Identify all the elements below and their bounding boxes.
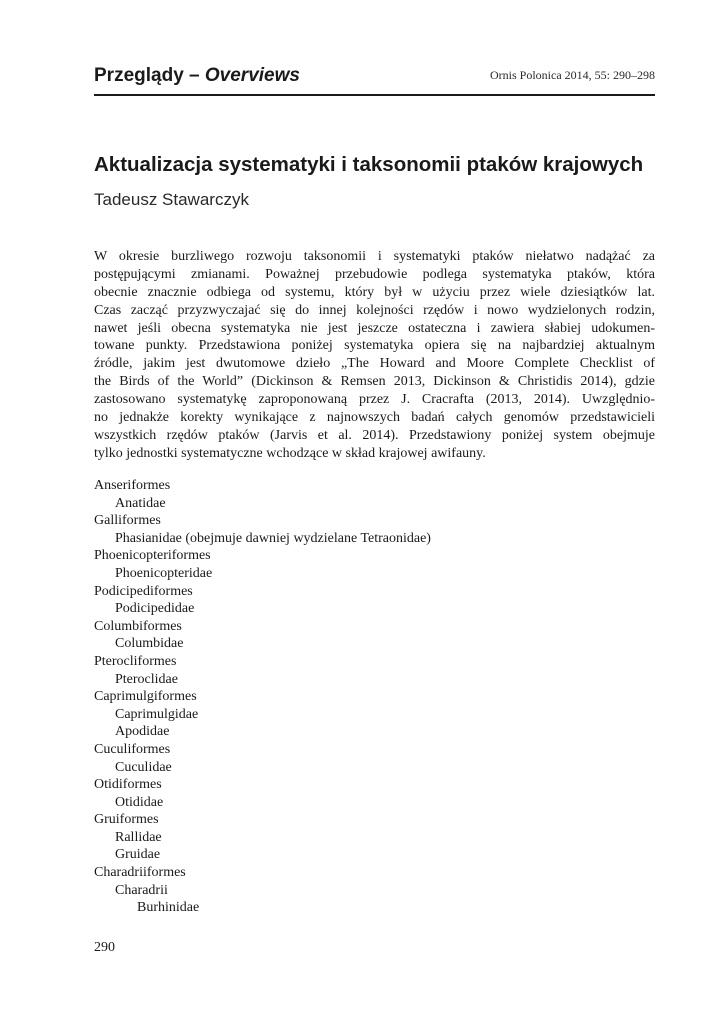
abstract-line: towane punkty. Przedstawiona poniżej systematyka opiera się na najbardziej aktualnym xyxy=(94,338,655,354)
page-number: 290 xyxy=(94,940,115,955)
family-entry: Caprimulgidae xyxy=(115,706,199,722)
family-entry: Phasianidae (obejmuje dawniej wydzielane Tetraonidae) xyxy=(115,530,431,546)
abstract-line: the Birds of the World” (Dickinson & Remsen 2013, Dickinson & Christidis 2014), gdzie xyxy=(94,374,655,390)
abstract-line: tylko jednostki systematyczne wchodzące w skład krajowej awifauny. xyxy=(94,445,486,461)
section-label-english: Overviews xyxy=(204,65,300,86)
order-entry: Columbiformes xyxy=(94,618,182,634)
order-entry: Otidiformes xyxy=(94,777,162,793)
article-title: Aktualizacja systematyki i taksonomii ptaków krajowych xyxy=(94,153,644,176)
family-entry: Otididae xyxy=(115,794,164,810)
subfamily-entry: Burhinidae xyxy=(137,900,200,916)
order-entry: Anseriformes xyxy=(94,478,171,493)
abstract-line: W okresie burzliwego rozwoju taksonomii i systematyki ptaków niełatwo nadążać za xyxy=(94,249,655,264)
abstract-line: Czas zacząć przyzwyczajać się do innej kolejności rzędów i nowo wydzielonych rodzin, xyxy=(94,302,655,318)
abstract-line: nawet jeśli obecna systematyka nie jest jeszcze ostateczna i zawiera słabiej udokumen- xyxy=(94,320,655,336)
order-entry: Caprimulgiformes xyxy=(94,689,197,705)
order-entry: Pterocliformes xyxy=(94,653,177,669)
order-entry: Gruiformes xyxy=(94,812,159,828)
abstract-line: postępującymi zmianami. Poważnej przebudowie podlega systematyka ptaków, która xyxy=(94,266,655,282)
family-entry: Rallidae xyxy=(115,829,162,845)
family-entry: Gruidae xyxy=(115,847,161,863)
abstract-paragraph xyxy=(94,248,655,463)
family-entry: Charadrii xyxy=(115,882,168,898)
abstract-line: no jednakże korekty wynikające z najnowszych badań całych genomów przedstawicieli xyxy=(94,410,655,426)
family-entry: Podicipedidae xyxy=(115,601,195,617)
section-label-polish: Przeglądy – xyxy=(94,65,205,86)
section-label xyxy=(94,65,300,87)
family-entry: Columbidae xyxy=(115,636,184,652)
running-header xyxy=(94,62,655,96)
abstract-line: wszystkich rzędów ptaków (Jarvis et al. 2014). Przedstawiony poniżej system obejmuje xyxy=(94,427,655,443)
order-entry: Galliformes xyxy=(94,513,161,529)
abstract-line: obecnie znacznie odbiega od systemu, który był w użyciu przez wiele dziesiątków lat. xyxy=(94,284,655,300)
family-entry: Anatidae xyxy=(115,495,166,511)
abstract-line: zastosowano systematykę zaproponowaną przez J. Cracrafta (2013, 2014). Uwzględnio- xyxy=(94,392,655,408)
order-entry: Cuculiformes xyxy=(94,741,171,757)
family-entry: Pteroclidae xyxy=(115,671,178,687)
order-entry: Charadriiformes xyxy=(94,865,186,881)
article-author: Tadeusz Stawarczyk xyxy=(94,190,249,209)
order-entry: Phoenicopteriformes xyxy=(94,548,211,564)
order-entry: Podicipediformes xyxy=(94,583,193,599)
journal-reference: Ornis Polonica 2014, 55: 290–298 xyxy=(490,68,655,82)
taxonomy-list xyxy=(94,477,655,917)
family-entry: Cuculidae xyxy=(115,759,172,775)
family-entry: Phoenicopteridae xyxy=(115,565,213,581)
abstract-line: źródle, jakim jest dwutomowe dzieło „The Howard and Moore Complete Checklist of xyxy=(94,356,655,372)
family-entry: Apodidae xyxy=(115,724,170,740)
